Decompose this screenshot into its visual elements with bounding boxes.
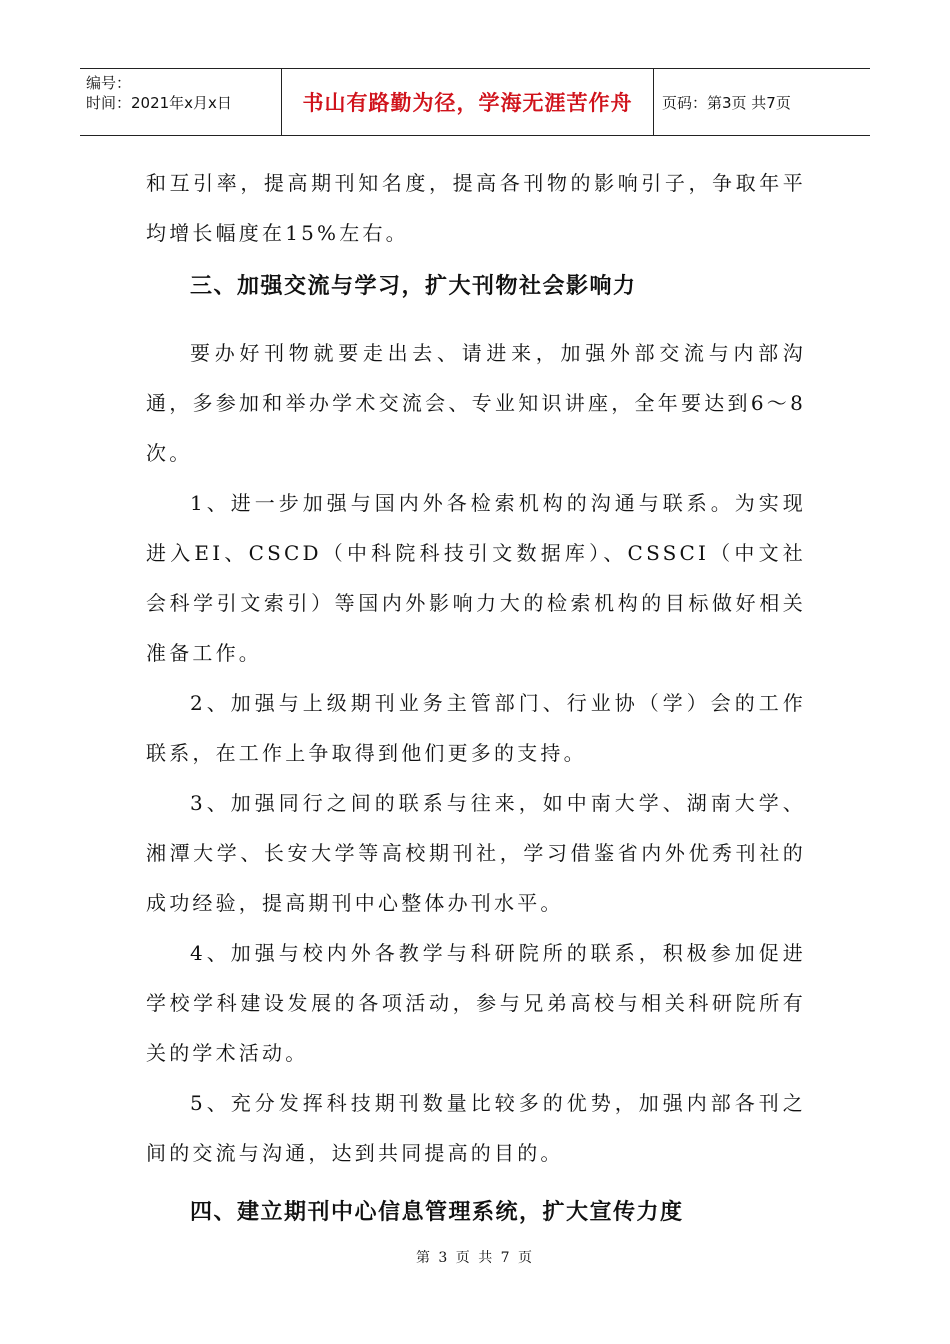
header-page-info: 页码：第3页 共7页 (662, 93, 791, 112)
list-item-5: 5、充分发挥科技期刊数量比较多的优势，加强内部各刊之间的交流与沟通，达到共同提高的目的。 (146, 1091, 806, 1165)
header-meta (80, 69, 282, 135)
page-header (80, 68, 870, 136)
header-motto: 书山有路勤为径，学海无涯苦作舟 (282, 69, 654, 135)
page-footer: 第 3 页 共 7 页 (415, 1250, 535, 1266)
document-number-label: 编号： (86, 74, 132, 92)
section-heading-4: 四、建立期刊中心信息管理系统，扩大宣传力度 (190, 1200, 684, 1225)
list-item-2: 2、加强与上级期刊业务主管部门、行业协（学）会的工作联系，在工作上争取得到他们更多的支持。 (146, 691, 806, 765)
list-item-1: 1、进一步加强与国内外各检索机构的沟通与联系。为实现进入EI、CSCD（中科院科技引文数据库）、CSSCI（中文社会科学引文索引）等国内外影响力大的检索机构的目标做好相关准备工作。 (146, 491, 806, 665)
list-item-3: 3、加强同行之间的联系与往来，如中南大学、湖南大学、湘潭大学、长安大学等高校期刊社，学习借鉴省内外优秀刊社的成功经验，提高期刊中心整体办刊水平。 (146, 791, 806, 915)
paragraph-intro: 要办好刊物就要走出去、请进来，加强外部交流与内部沟通，多参加和举办学术交流会、专业知识讲座，全年要达到6～8次。 (146, 341, 806, 465)
document-body (146, 158, 806, 1234)
list-item-4: 4、加强与校内外各教学与科研院所的联系，积极参加促进学校学科建设发展的各项活动，参与兄弟高校与相关科研院所有关的学术活动。 (146, 941, 806, 1065)
document-date-label: 时间：2021年x月x日 (86, 94, 232, 112)
section-heading-3: 三、加强交流与学习，扩大刊物社会影响力 (190, 274, 637, 299)
paragraph-continued: 和互引率，提高期刊知名度，提高各刊物的影响引子，争取年平均增长幅度在15%左右。 (146, 171, 806, 245)
